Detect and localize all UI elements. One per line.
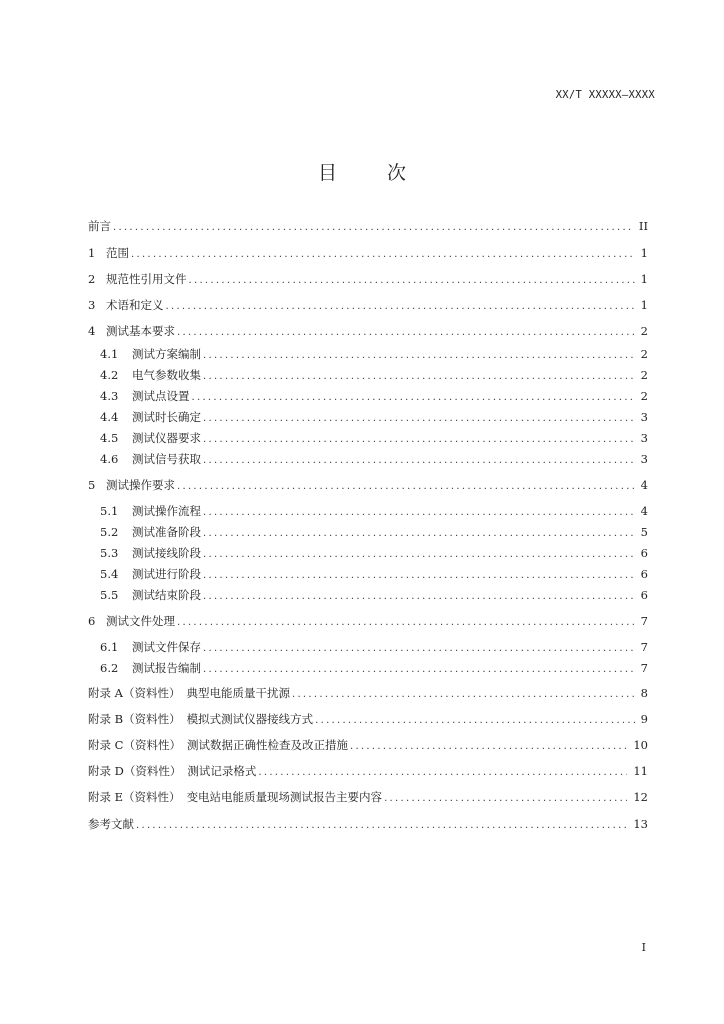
toc-dot-leader [203, 454, 635, 468]
toc-entry-label [88, 298, 166, 312]
toc-entry-page: 2 [640, 347, 648, 361]
toc-entry-title: 测试准备阶段 [132, 525, 201, 539]
toc-entry-label [88, 478, 177, 492]
toc-entry[interactable] [88, 504, 648, 520]
toc-entry-label [100, 410, 203, 424]
toc-entry[interactable] [88, 368, 648, 384]
toc-entry-title: 测试文件处理 [106, 614, 175, 628]
toc-entry-page: 1 [640, 298, 648, 312]
toc-entry-number: 5.3 [100, 546, 119, 560]
toc-entry-label [88, 817, 136, 831]
toc-dot-leader [203, 548, 635, 562]
toc-entry[interactable] [88, 764, 648, 780]
toc-entry-title: 测试方案编制 [132, 347, 201, 361]
toc-entry-label [88, 614, 177, 628]
toc-entry-title: 测试文件保存 [132, 640, 201, 654]
toc-entry-title: 测试操作要求 [106, 478, 175, 492]
toc-entry-label [100, 525, 203, 539]
toc-entry-page: 7 [640, 614, 648, 628]
toc-entry-label [100, 504, 203, 518]
toc-entry-number: 1 [88, 246, 96, 260]
toc-entry[interactable] [88, 478, 648, 494]
toc-entry-number: 6.2 [100, 661, 119, 675]
toc-dot-leader [292, 688, 635, 702]
toc-entry-number: 5.4 [100, 567, 119, 581]
toc-entry[interactable] [88, 738, 648, 754]
toc-entry[interactable] [88, 347, 648, 363]
toc-entry-page: 4 [640, 504, 648, 518]
toc-dot-leader [203, 590, 635, 604]
toc-entry-number: 附录 B（资料性） [88, 712, 181, 726]
toc-entry-number: 6.1 [100, 640, 119, 654]
toc-entry[interactable] [88, 567, 648, 583]
toc-entry[interactable] [88, 219, 648, 235]
table-of-contents [88, 219, 648, 833]
toc-entry-page: 12 [633, 790, 648, 804]
toc-entry[interactable] [88, 389, 648, 405]
toc-entry-page: 3 [640, 452, 648, 466]
toc-entry-title: 范围 [106, 246, 129, 260]
toc-entry-label [88, 738, 350, 752]
toc-dot-leader [113, 221, 633, 235]
toc-entry-number: 4.2 [100, 368, 119, 382]
toc-entry-number: 6 [88, 614, 96, 628]
toc-dot-leader [203, 412, 635, 426]
toc-entry[interactable] [88, 452, 648, 468]
toc-entry-label [88, 686, 292, 700]
toc-entry[interactable] [88, 614, 648, 630]
toc-entry-title: 测试记录格式 [187, 764, 257, 778]
footer-page-number: I [641, 941, 646, 954]
toc-dot-leader [203, 642, 635, 656]
toc-entry-title: 参考文献 [88, 817, 134, 831]
toc-dot-leader [136, 819, 627, 833]
toc-entry-label [100, 588, 203, 602]
toc-entry-title: 测试操作流程 [132, 504, 201, 518]
toc-dot-leader [177, 326, 635, 340]
toc-dot-leader [315, 714, 635, 728]
toc-entry-page: 2 [640, 324, 648, 338]
toc-entry-page: 13 [633, 817, 648, 831]
toc-entry-title: 规范性引用文件 [106, 272, 187, 286]
toc-entry-title: 模拟式测试仪器接线方式 [186, 712, 314, 726]
toc-entry-number: 附录 D（资料性） [88, 764, 182, 778]
toc-entry-page: 6 [640, 546, 648, 560]
toc-entry-label [100, 452, 203, 466]
toc-entry-label [88, 790, 384, 804]
toc-entry-page: 10 [633, 738, 648, 752]
toc-entry-number: 4 [88, 324, 96, 338]
toc-entry-page: 4 [640, 478, 648, 492]
toc-dot-leader [203, 569, 635, 583]
toc-entry-page: 5 [640, 525, 648, 539]
toc-entry[interactable] [88, 712, 648, 728]
toc-entry-title: 测试结束阶段 [132, 588, 201, 602]
toc-entry-number: 4.5 [100, 431, 119, 445]
toc-entry-label [100, 661, 203, 675]
toc-entry-page: 8 [640, 686, 648, 700]
toc-dot-leader [203, 370, 635, 384]
toc-dot-leader [258, 766, 627, 780]
toc-entry[interactable] [88, 431, 648, 447]
toc-entry-page: 9 [640, 712, 648, 726]
toc-dot-leader [350, 740, 627, 754]
toc-entry-title: 测试报告编制 [132, 661, 201, 675]
toc-entry-label [100, 368, 203, 382]
toc-entry-number: 4.1 [100, 347, 119, 361]
toc-dot-leader [192, 391, 635, 405]
toc-entry-number: 5 [88, 478, 96, 492]
standard-code: XX/T XXXXX—XXXX [555, 89, 655, 101]
toc-entry-page: 2 [640, 389, 648, 403]
toc-entry[interactable] [88, 324, 648, 340]
toc-entry-label [100, 389, 192, 403]
toc-entry-page: 1 [640, 246, 648, 260]
toc-dot-leader [177, 616, 635, 630]
toc-entry-page: 7 [640, 640, 648, 654]
toc-dot-leader [203, 349, 635, 363]
toc-entry-number: 5.2 [100, 525, 119, 539]
toc-entry-title: 测试进行阶段 [132, 567, 201, 581]
toc-entry-page: 6 [640, 567, 648, 581]
toc-entry-title: 测试数据正确性检查及改正措施 [186, 738, 348, 752]
toc-dot-leader [384, 792, 627, 806]
toc-entry-title: 电气参数收集 [132, 368, 201, 382]
toc-entry-label [88, 764, 258, 778]
toc-entry-title: 典型电能质量干扰源 [186, 686, 290, 700]
toc-entry-label [88, 272, 189, 286]
toc-entry-page: 2 [640, 368, 648, 382]
toc-entry-number: 4.6 [100, 452, 119, 466]
toc-entry-number: 5.1 [100, 504, 119, 518]
toc-entry[interactable] [88, 410, 648, 426]
toc-entry-page: 11 [633, 764, 648, 778]
toc-entry[interactable] [88, 298, 648, 314]
toc-dot-leader [203, 663, 635, 677]
toc-dot-leader [203, 527, 635, 541]
page-title: 目 次 [317, 162, 429, 184]
toc-entry-title: 测试信号获取 [132, 452, 201, 466]
toc-entry-title: 测试基本要求 [106, 324, 175, 338]
toc-entry-number: 附录 E（资料性） [88, 790, 181, 804]
toc-entry-page: 3 [640, 431, 648, 445]
toc-entry-label [88, 324, 177, 338]
toc-entry-number: 附录 A（资料性） [88, 686, 181, 700]
toc-entry-number: 4.4 [100, 410, 119, 424]
toc-entry-label [100, 640, 203, 654]
toc-dot-leader [131, 248, 635, 262]
toc-entry[interactable] [88, 525, 648, 541]
toc-entry-number: 2 [88, 272, 96, 286]
toc-entry-label [100, 567, 203, 581]
toc-entry[interactable] [88, 546, 648, 562]
toc-dot-leader [177, 480, 635, 494]
toc-entry-page: 1 [640, 272, 648, 286]
toc-entry-title: 变电站电能质量现场测试报告主要内容 [186, 790, 383, 804]
toc-entry-page: II [638, 219, 648, 233]
toc-entry-title: 前言 [88, 219, 111, 233]
toc-entry-number: 4.3 [100, 389, 119, 403]
toc-entry-title: 测试接线阶段 [132, 546, 201, 560]
toc-dot-leader [189, 274, 635, 288]
toc-entry-label [100, 546, 203, 560]
toc-entry[interactable] [88, 640, 648, 656]
toc-entry-page: 6 [640, 588, 648, 602]
toc-entry-number: 附录 C（资料性） [88, 738, 181, 752]
toc-entry-number: 3 [88, 298, 96, 312]
toc-entry-label [88, 246, 131, 260]
toc-dot-leader [203, 433, 635, 447]
toc-entry-title: 测试仪器要求 [132, 431, 201, 445]
toc-entry[interactable] [88, 272, 648, 288]
toc-entry-page: 3 [640, 410, 648, 424]
toc-entry-page: 7 [640, 661, 648, 675]
toc-entry-label [100, 347, 203, 361]
toc-entry-title: 术语和定义 [106, 298, 164, 312]
toc-entry-label [100, 431, 203, 445]
toc-entry-label [88, 712, 315, 726]
toc-entry[interactable] [88, 686, 648, 702]
toc-entry[interactable] [88, 588, 648, 604]
toc-entry-title: 测试时长确定 [132, 410, 201, 424]
toc-entry[interactable] [88, 246, 648, 262]
toc-entry-number: 5.5 [100, 588, 119, 602]
toc-entry[interactable] [88, 790, 648, 806]
toc-entry-title: 测试点设置 [132, 389, 190, 403]
toc-entry[interactable] [88, 661, 648, 677]
toc-entry[interactable] [88, 817, 648, 833]
toc-dot-leader [203, 506, 635, 520]
toc-entry-label [88, 219, 113, 233]
toc-dot-leader [166, 300, 635, 314]
